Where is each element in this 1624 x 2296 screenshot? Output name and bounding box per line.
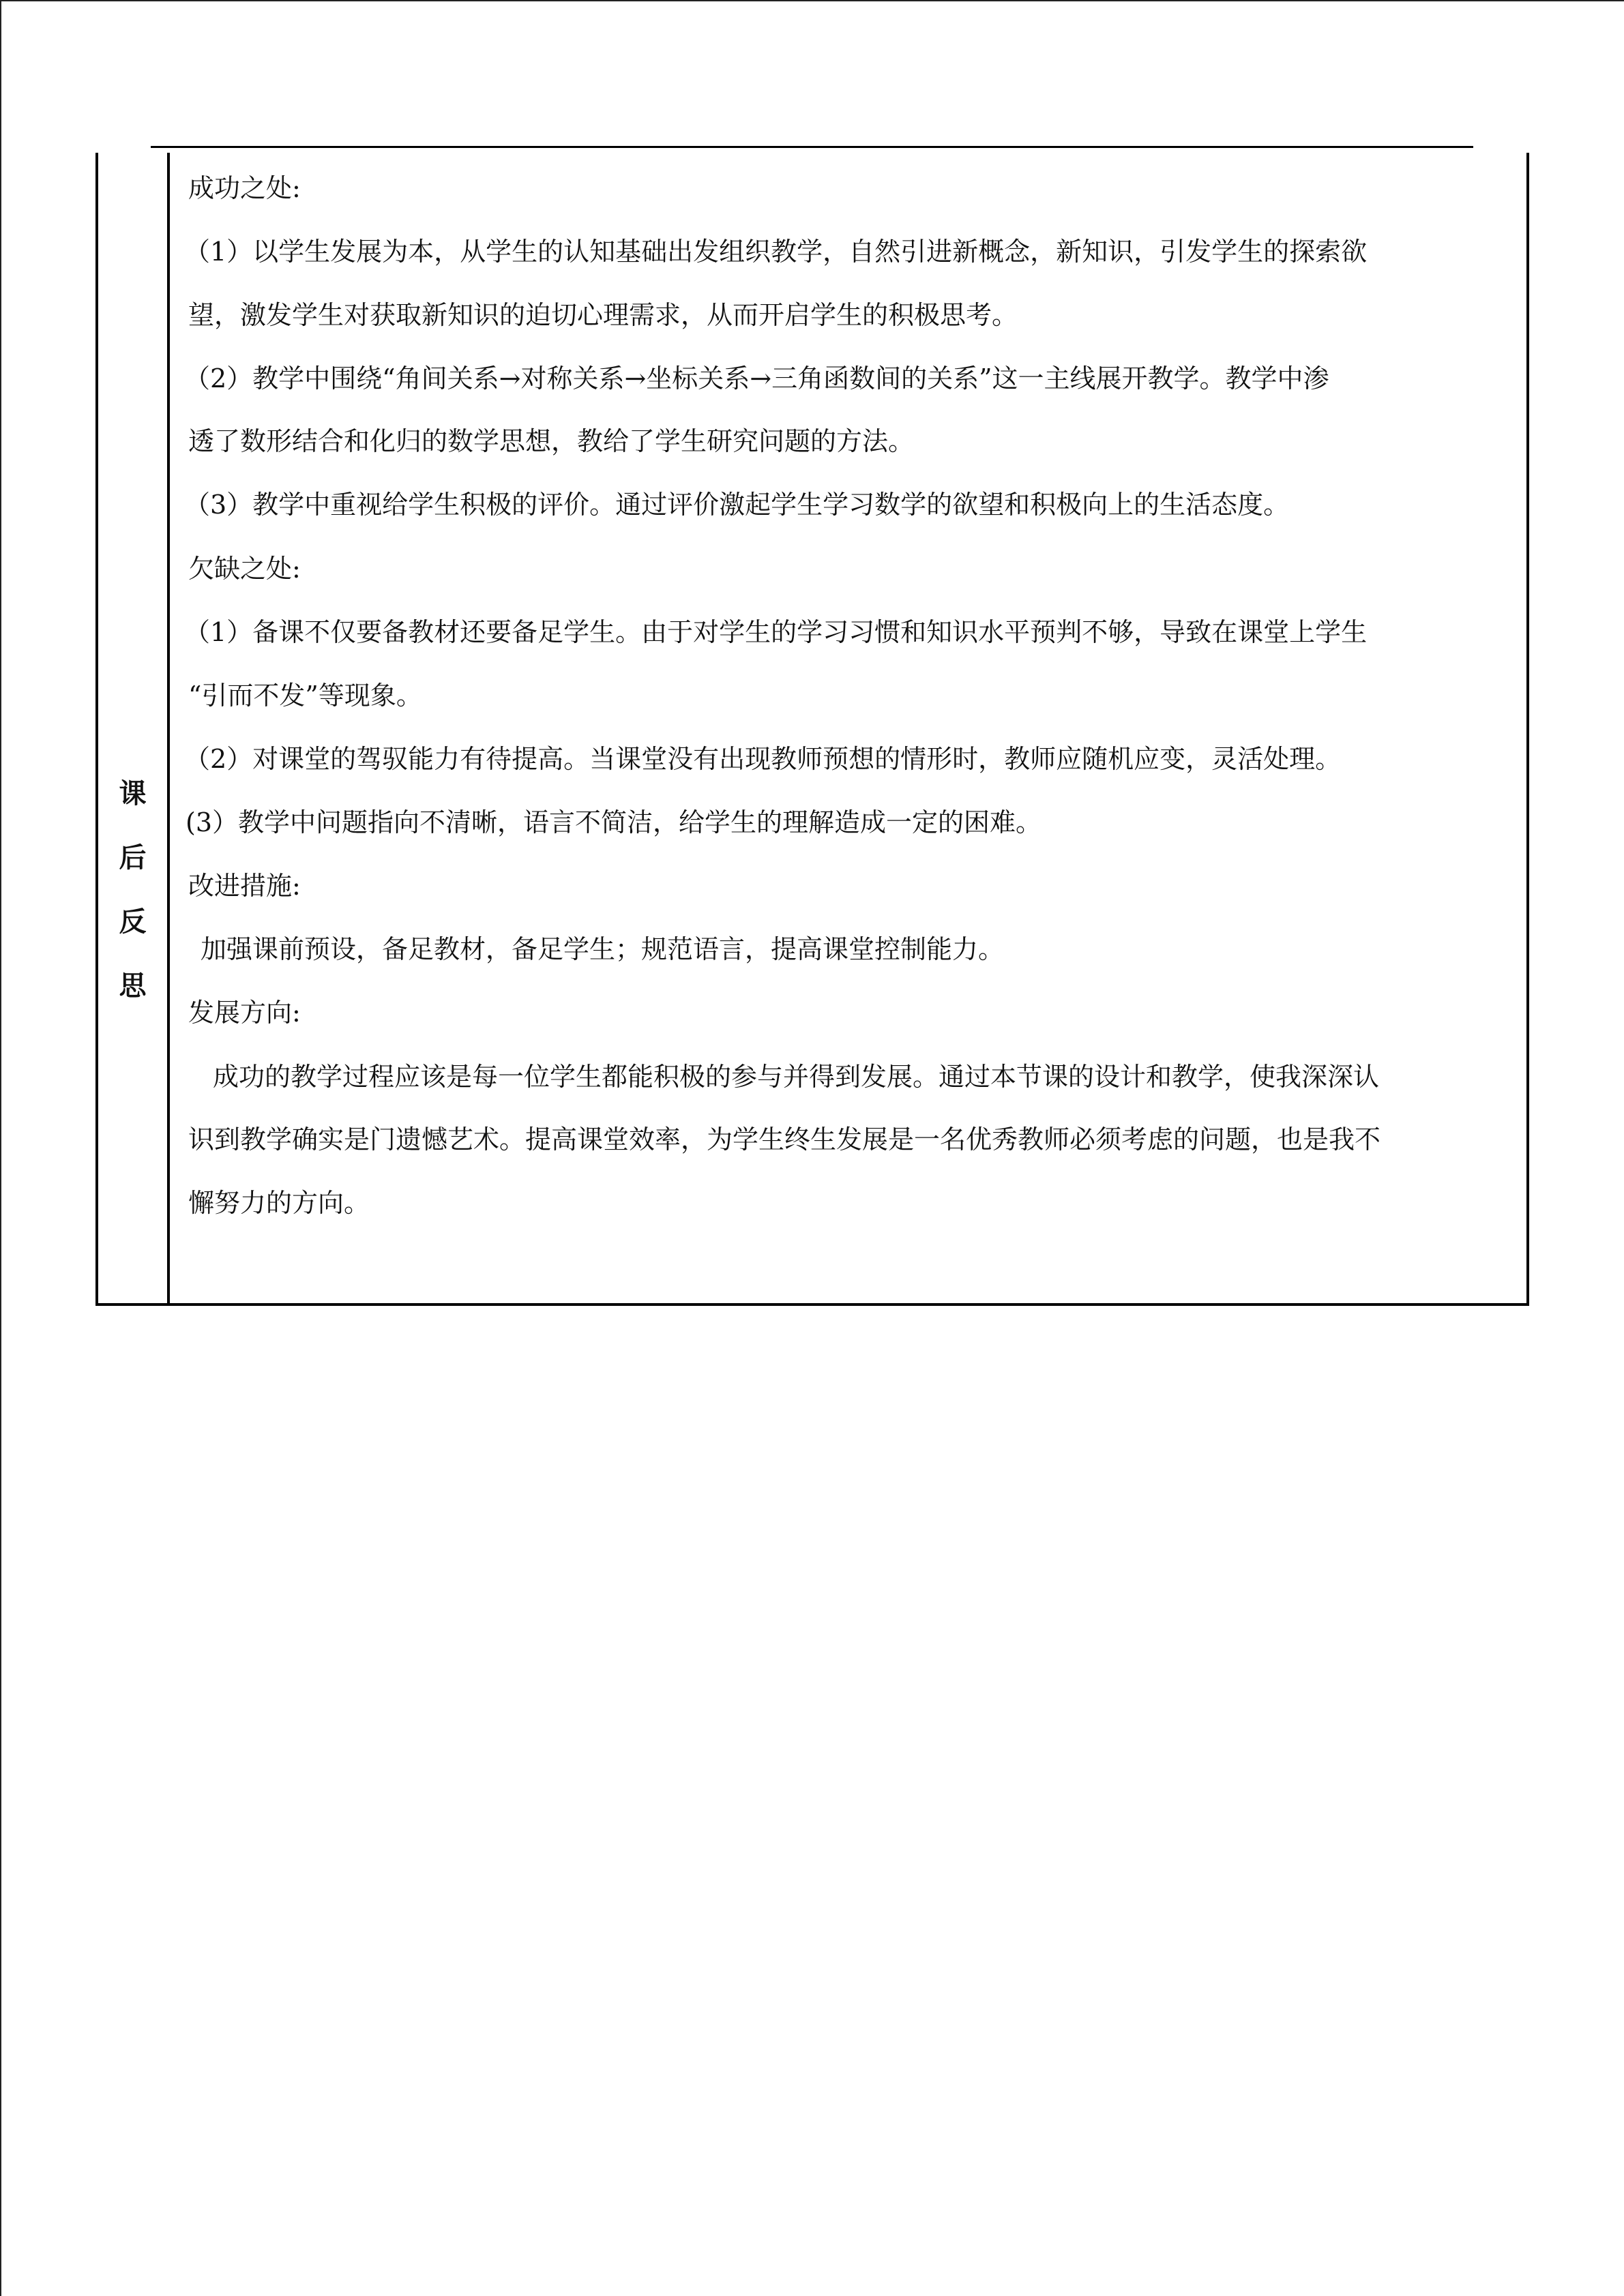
page-edge-left (0, 0, 1, 2296)
text-line: （1）以学生发展为本，从学生的认知基础出发组织教学，自然引进新概念，新知识，引发学生的探索欲 (184, 237, 1368, 267)
text-line: 透了数形结合和化归的数学思想，教给了学生研究问题的方法。 (188, 426, 915, 456)
text-line: 加强课前预设，备足教材，备足学生；规范语言，提高课堂控制能力。 (201, 934, 1005, 964)
header-rule (151, 146, 1473, 148)
page-edge-top (0, 0, 1624, 1)
text-line: 望，激发学生对获取新知识的迫切心理需求，从而开启学生的积极思考。 (188, 300, 1018, 330)
heading-shortcomings: 欠缺之处: (188, 554, 301, 584)
text-line: （2）对课堂的驾驭能力有待提高。当课堂没有出现教师预想的情形时，教师应随机应变，灵活处理。 (184, 744, 1342, 774)
section-label (98, 762, 167, 1018)
text-line: （2）教学中围绕“角间关系→对称关系→坐标关系→三角函数间的关系”这一主线展开教学。教学中渗 (184, 363, 1329, 393)
heading-success: 成功之处: (188, 173, 301, 203)
section-label-char: 反 (119, 906, 147, 938)
section-label-char: 课 (119, 778, 147, 809)
section-label-char: 后 (119, 842, 147, 874)
text-line: 懈努力的方向。 (188, 1188, 370, 1218)
heading-improvements: 改进措施: (188, 871, 301, 901)
text-line: （1）备课不仅要备教材还要备足学生。由于对学生的学习习惯和知识水平预判不够，导致在课堂上学生 (184, 617, 1368, 647)
heading-direction: 发展方向: (188, 998, 301, 1028)
section-label-char: 思 (119, 970, 147, 1002)
text-line: (3）教学中问题指向不清晰，语言不简洁，给学生的理解造成一定的困难。 (186, 807, 1042, 837)
text-line: “引而不发”等现象。 (188, 681, 422, 711)
reflection-table (95, 153, 1529, 1306)
section-label-cell (98, 153, 170, 1303)
text-line: 识到教学确实是门遗憾艺术。提高课堂效率，为学生终生发展是一名优秀教师必须考虑的问题，也是我不 (188, 1124, 1381, 1154)
text-line: （3）教学中重视给学生积极的评价。通过评价激起学生学习数学的欲望和积极向上的生活态度。 (184, 490, 1290, 520)
text-line: 成功的教学过程应该是每一位学生都能积极的参与并得到发展。通过本节课的设计和教学，使我深深认 (213, 1062, 1380, 1092)
